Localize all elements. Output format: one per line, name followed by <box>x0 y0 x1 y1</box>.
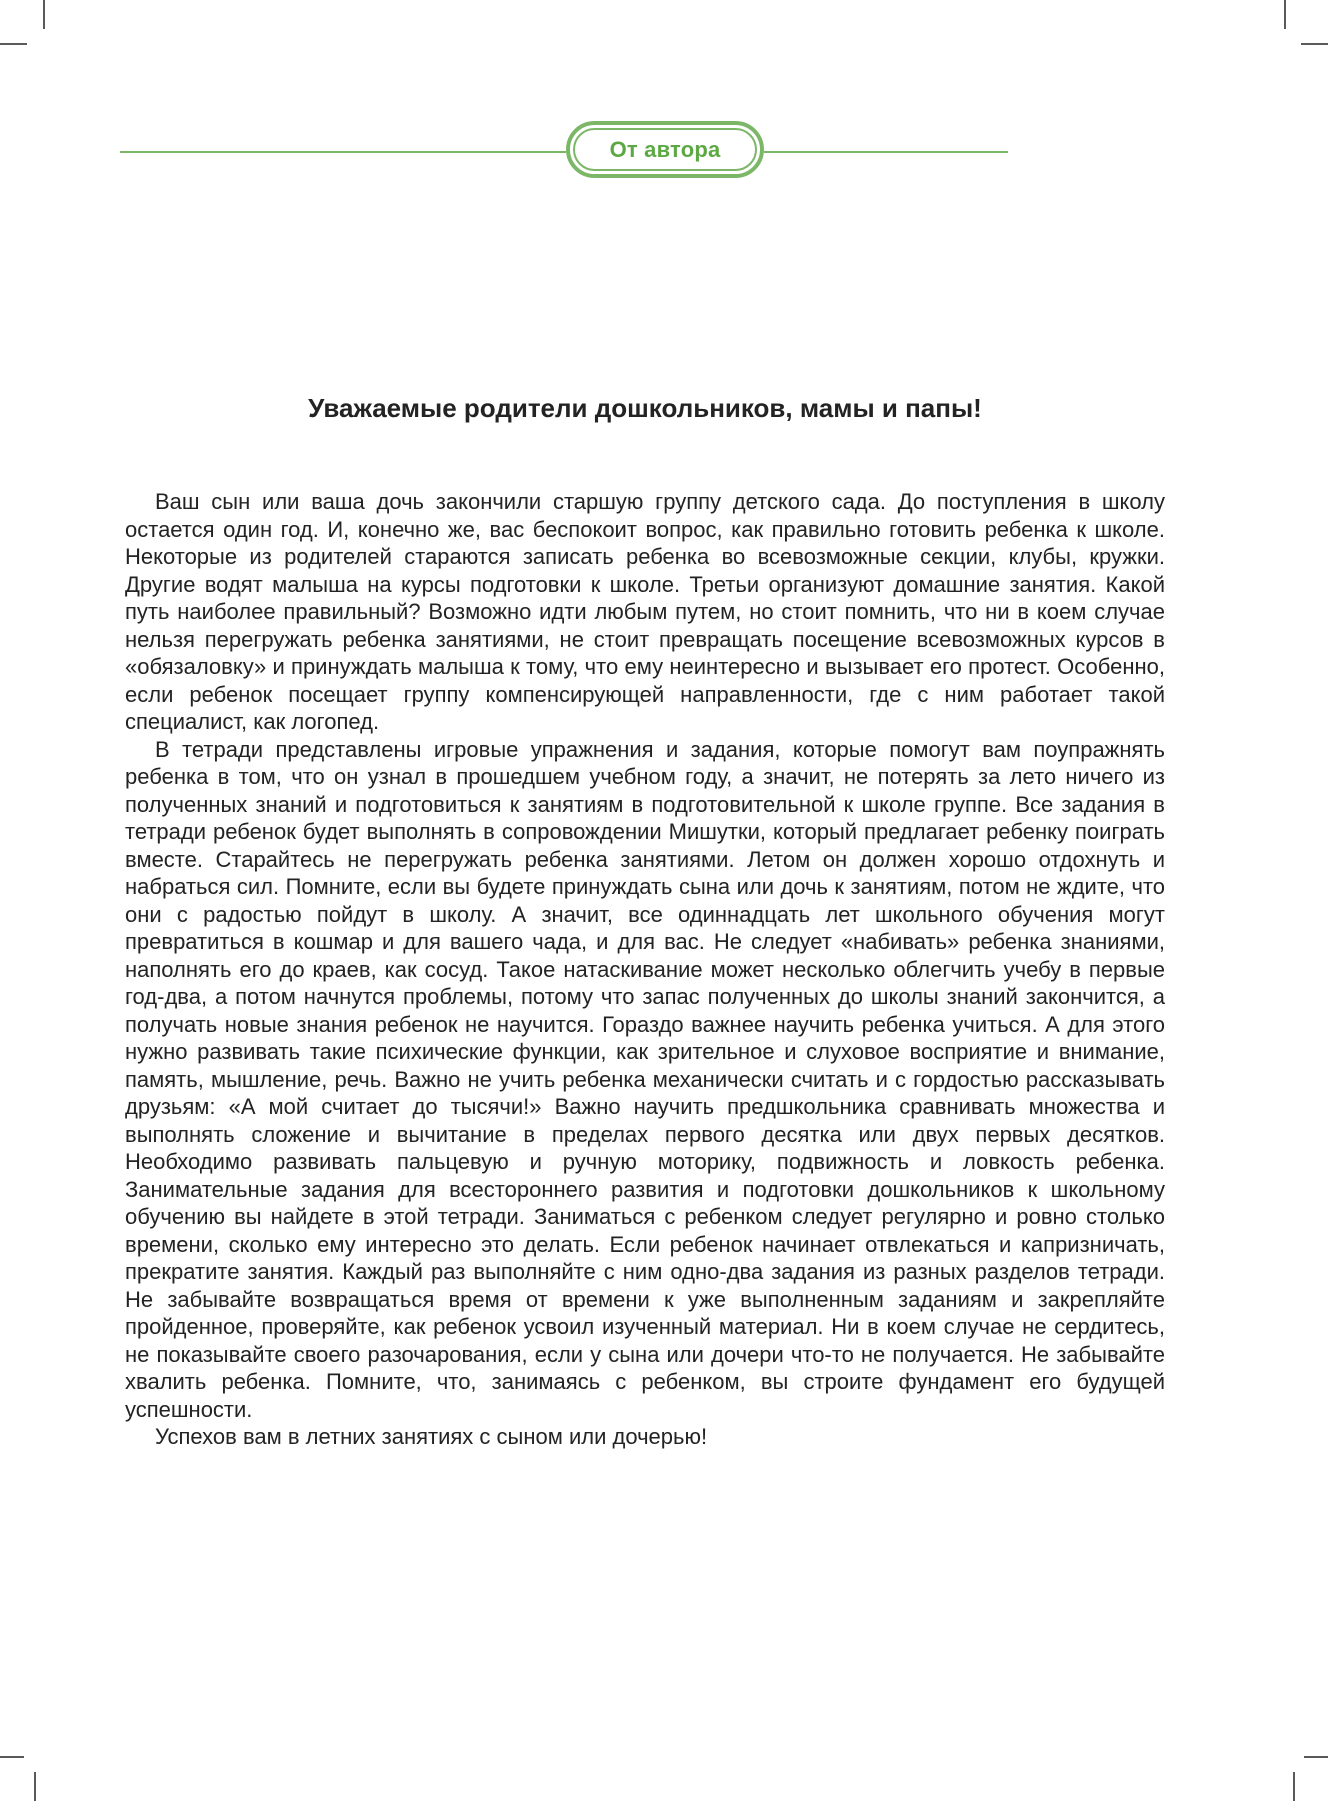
section-badge-label: От автора <box>609 136 721 162</box>
page-title: Уважаемые родители дошкольников, мамы и папы! <box>308 393 982 423</box>
section-badge <box>566 121 764 178</box>
body-text <box>125 488 1165 1451</box>
crop-mark-top-left-vertical <box>43 0 45 29</box>
header-rule-right <box>764 151 1008 153</box>
body-paragraph-1: Ваш сын или ваша дочь закончили старшую группу детского сада. До поступления в школу остается один год. И, конечно же, вас беспокоит вопрос, как правильно готовить ребенка к школе. Некоторые из родителей стараются записать ребенка во всевозможные секции, клубы, кружки. Другие водят малыша на курсы подготовки к школе. Третьи организуют домашние занятия. Какой путь наиболее правильный? Возможно идти любым путем, но стоит помнить, что ни в коем случае нельзя перегружать ребенка занятиями, не стоит превращать посещение всевозможных курсов в «обязаловку» и принуждать малыша к тому, что ему неинтересно и вызывает его протест. Особенно, если ребенок посещает группу компенсирующей направленности, где с ним работает такой специалист, как логопед. <box>125 489 1165 734</box>
body-paragraph-3: Успехов вам в летних занятиях с сыном или дочерью! <box>155 1424 708 1449</box>
crop-mark-bottom-right-vertical <box>1293 1772 1295 1801</box>
crop-mark-bottom-right-horizontal <box>1304 1756 1328 1758</box>
crop-mark-top-left-horizontal <box>0 43 27 45</box>
crop-mark-top-right-vertical <box>1284 0 1286 29</box>
crop-mark-bottom-left-horizontal <box>0 1756 24 1758</box>
body-paragraph-2: В тетради представлены игровые упражнения и задания, которые помогут вам поупражнять ребенка в том, что он узнал в прошедшем учебном году, а значит, не потерять за лето ничего из полученных знаний и подготовиться к занятиям в подготовительной к школе группе. Все задания в тетради ребенок будет выполнять в сопровождении Мишутки, который предлагает ребенку поиграть вместе. Старайтесь не перегружать ребенка занятиями. Летом он должен хорошо отдохнуть и набраться сил. Помните, если вы будете принуждать сына или дочь к занятиям, потом не ждите, что они с радостью пойдут в школу. А значит, все одиннадцать лет школьного обучения могут превратиться в кошмар и для вашего чада, и для вас. Не следует «набивать» ребенка знаниями, наполнять его до краев, как сосуд. Такое натаскивание может несколько облегчить учебу в первые год-два, а потом начнутся проблемы, потому что запас полученных до школы знаний закончится, а получать новые знания ребенок не научится. Гораздо важнее научить ребенка учиться. А для этого нужно развивать такие психические функции, как зрительное и слуховое восприятие и внимание, память, мышление, речь. Важно не учить ребенка механически считать и с гордостью рассказывать друзьям: «А мой считает до тысячи!» Важно научить предшкольника сравнивать множества и выполнять сложение и вычитание в пределах первого десятка или двух первых десятков. Необходимо развивать пальцевую и ручную моторику, подвижность и ловкость ребенка. Занимательные задания для всестороннего развития и подготовки дошкольников к школьному обучению вы найдете в этой тетради. Заниматься с ребенком следует регулярно и ровно столько времени, сколько ему интересно это делать. Если ребенок начинает отвлекаться и капризничать, прекратите занятия. Каждый раз выполняйте с ним одно-два задания из разных разделов тетради. Не забывайте возвращаться время от времени к уже выполненным заданиям и закрепляйте пройденное, проверяйте, как ребенок усвоил изученный материал. Ни в коем случае не сердитесь, не показывайте своего разочарования, если у сына или дочери что-то не получается. Не забывайте хвалить ребенка. Помните, что, занимаясь с ребенком, вы строите фундамент его будущей успешности. <box>125 736 1165 1422</box>
crop-mark-top-right-horizontal <box>1301 43 1328 45</box>
header-rule-left <box>120 151 566 153</box>
crop-mark-bottom-left-vertical <box>34 1772 36 1801</box>
